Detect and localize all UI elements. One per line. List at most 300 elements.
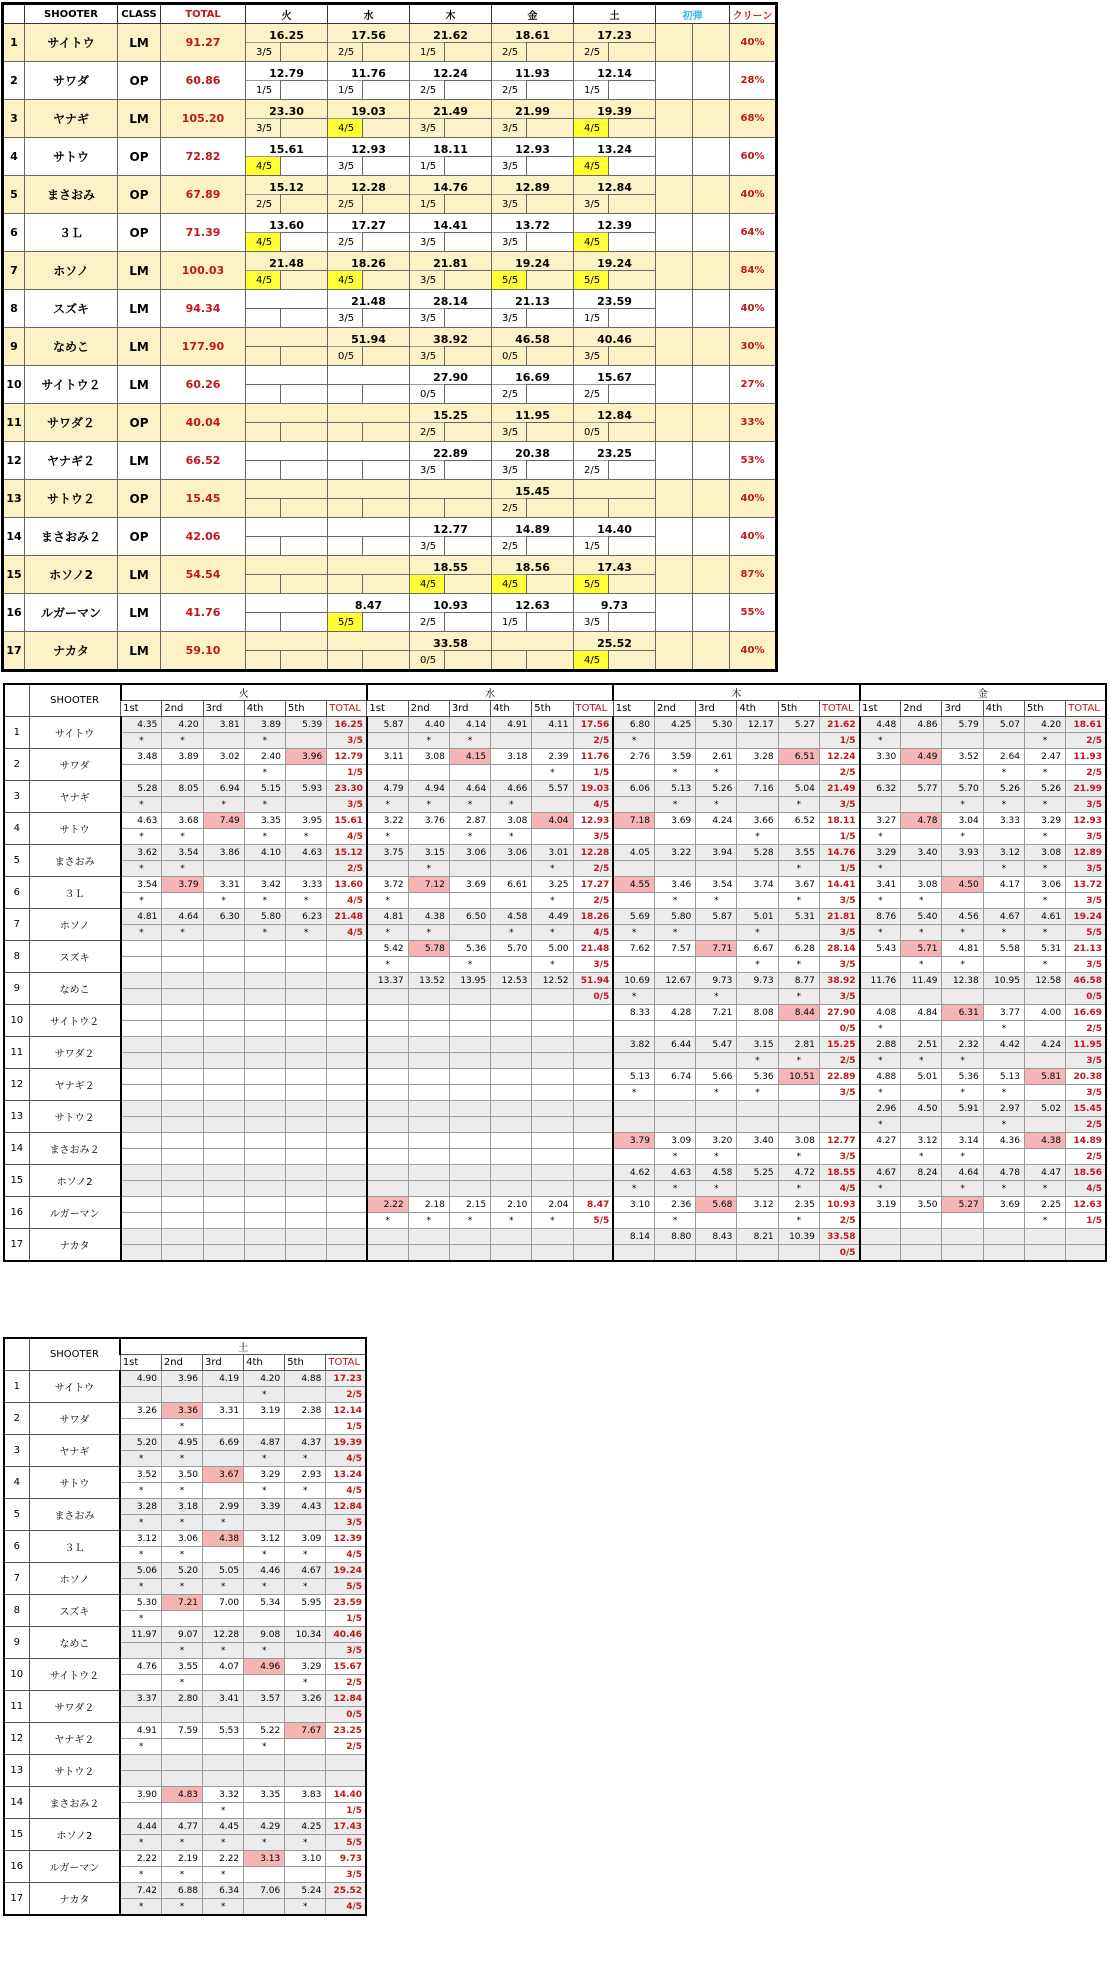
shot-time: 3.18 <box>491 749 532 765</box>
day-spacer <box>281 651 328 671</box>
day-spacer <box>363 233 410 252</box>
shooter-name: スズキ <box>29 941 120 973</box>
day-spacer <box>363 119 410 138</box>
shot-time: 3.69 <box>983 1197 1024 1213</box>
clean-mark: * <box>1024 893 1065 909</box>
day-fraction: 5/5 <box>328 613 363 632</box>
detail-row-sub <box>4 1213 1106 1229</box>
day-fraction: 3/5 <box>327 797 367 813</box>
shot-time <box>203 941 244 957</box>
header-3rd: 3rd <box>203 701 244 717</box>
clean-mark: * <box>285 1899 326 1916</box>
row-number: 13 <box>4 1755 29 1787</box>
clean-mark <box>161 1387 202 1403</box>
clean-mark: * <box>983 765 1024 781</box>
day-fraction <box>573 1085 613 1101</box>
row-number: 15 <box>4 1165 29 1197</box>
shot-time: 2.76 <box>613 749 654 765</box>
shot-time: 3.76 <box>408 813 449 829</box>
shodan-cell <box>693 480 730 518</box>
shot-time: 3.89 <box>244 717 285 733</box>
clean-mark <box>408 1245 449 1262</box>
day-fraction: 0/5 <box>573 989 613 1005</box>
shot-time: 5.87 <box>696 909 737 925</box>
clean-mark <box>901 765 942 781</box>
clean-mark <box>449 861 490 877</box>
clean-mark <box>860 1213 901 1229</box>
detail-row-sub <box>4 1181 1106 1197</box>
day-spacer <box>445 233 492 252</box>
day-spacer <box>527 271 574 290</box>
shot-time <box>162 1229 203 1245</box>
shot-time: 4.84 <box>901 1005 942 1021</box>
day-fraction: 4/5 <box>574 233 609 252</box>
clean-mark: * <box>860 1053 901 1069</box>
day-time: 28.14 <box>410 290 492 309</box>
day-fraction: 2/5 <box>1066 765 1106 781</box>
shot-time: 3.14 <box>942 1133 983 1149</box>
clean-mark <box>203 1053 244 1069</box>
shot-time <box>285 1133 326 1149</box>
clean-mark <box>654 861 695 877</box>
clean-mark <box>408 1085 449 1101</box>
day-fraction: 4/5 <box>1066 1181 1106 1197</box>
shooter-class: LM <box>118 290 161 328</box>
day-fraction: 4/5 <box>326 1483 366 1499</box>
shot-time: 4.67 <box>285 1563 326 1579</box>
clean-mark <box>696 925 737 941</box>
day-fraction: 1/5 <box>410 43 445 62</box>
day-time: 19.03 <box>328 100 410 119</box>
header-day: 火 <box>121 684 367 701</box>
shot-time <box>121 1133 162 1149</box>
day-fraction: 4/5 <box>327 829 367 845</box>
total-time: 54.54 <box>161 556 246 594</box>
clean-mark <box>244 1867 285 1883</box>
day-time: 19.24 <box>492 252 574 271</box>
day-time: 15.25 <box>410 404 492 423</box>
row-number: 3 <box>3 100 25 138</box>
day-fraction: 3/5 <box>819 957 859 973</box>
shooter-class: LM <box>118 252 161 290</box>
shot-time <box>162 1037 203 1053</box>
day-fraction: 2/5 <box>574 461 609 480</box>
shot-time: 5.13 <box>613 1069 654 1085</box>
header-3rd: 3rd <box>449 701 490 717</box>
clean-mark <box>120 1803 161 1819</box>
clean-mark <box>737 733 778 749</box>
shooter-class: LM <box>118 24 161 62</box>
clean-mark <box>449 1245 490 1262</box>
shot-time: 2.88 <box>860 1037 901 1053</box>
shot-time: 3.10 <box>285 1851 326 1867</box>
detail-row-sub <box>4 893 1106 909</box>
shot-time: 5.31 <box>778 909 819 925</box>
shot-time <box>203 1197 244 1213</box>
day-time <box>328 556 410 575</box>
day-spacer <box>609 81 656 100</box>
shooter-name: なめこ <box>29 973 120 1005</box>
clean-mark <box>778 1085 819 1101</box>
clean-mark: * <box>161 1579 202 1595</box>
shot-time: 5.87 <box>367 717 408 733</box>
shot-time: 4.64 <box>942 1165 983 1181</box>
shot-time: 2.22 <box>203 1851 244 1867</box>
shot-time: 5.66 <box>696 1069 737 1085</box>
shot-time: 3.30 <box>860 749 901 765</box>
day-total: 12.89 <box>1066 845 1106 861</box>
shot-time: 11.97 <box>120 1627 161 1643</box>
shot-time: 5.30 <box>120 1595 161 1611</box>
clean-mark: * <box>244 1835 285 1851</box>
clean-mark <box>408 1149 449 1165</box>
clean-mark: * <box>203 1899 244 1916</box>
row-number: 2 <box>4 1403 29 1435</box>
shot-time: 3.59 <box>654 749 695 765</box>
row-number: 15 <box>4 1819 29 1851</box>
clean-mark <box>654 1021 695 1037</box>
day-fraction: 3/5 <box>492 157 527 176</box>
clean-mark: * <box>449 1213 490 1229</box>
shot-time: 4.36 <box>983 1133 1024 1149</box>
day-total: 27.90 <box>819 1005 859 1021</box>
clean-mark <box>367 733 408 749</box>
row-number: 4 <box>3 138 25 176</box>
clean-mark <box>367 1085 408 1101</box>
shot-time: 5.27 <box>942 1197 983 1213</box>
shot-time: 3.19 <box>244 1403 285 1419</box>
clean-mark: * <box>860 925 901 941</box>
shodan-cell <box>656 556 693 594</box>
header-5th: 5th <box>285 1355 326 1371</box>
clean-mark <box>367 1021 408 1037</box>
shot-time: 3.48 <box>121 749 162 765</box>
clean-mark <box>901 1213 942 1229</box>
clean-mark: * <box>120 1611 161 1627</box>
shot-time <box>203 1229 244 1245</box>
clean-mark <box>244 1245 285 1262</box>
clean-mark <box>203 1117 244 1133</box>
shot-time <box>449 1037 490 1053</box>
day-total: 15.12 <box>327 845 367 861</box>
clean-mark: * <box>162 829 203 845</box>
total-time: 100.03 <box>161 252 246 290</box>
clean-mark <box>737 1117 778 1133</box>
day-time: 18.61 <box>492 24 574 43</box>
clean-mark: * <box>532 893 573 909</box>
day-time: 46.58 <box>492 328 574 347</box>
day-time: 8.47 <box>328 594 410 613</box>
clean-mark: * <box>654 893 695 909</box>
shot-time: 2.15 <box>449 1197 490 1213</box>
day-time <box>246 556 328 575</box>
clean-mark <box>532 989 573 1005</box>
day-total: 12.77 <box>819 1133 859 1149</box>
shot-time: 4.00 <box>1024 1005 1065 1021</box>
day-spacer <box>363 347 410 366</box>
clean-mark <box>737 797 778 813</box>
shot-time: 4.44 <box>120 1819 161 1835</box>
clean-mark: * <box>942 1149 983 1165</box>
shot-time: 2.47 <box>1024 749 1065 765</box>
shot-time: 6.31 <box>942 1005 983 1021</box>
clean-mark <box>654 1117 695 1133</box>
shot-time: 5.26 <box>696 781 737 797</box>
shot-time: 5.80 <box>654 909 695 925</box>
day-spacer <box>609 309 656 328</box>
clean-rate: 27% <box>730 366 777 404</box>
shooter-class: LM <box>118 100 161 138</box>
clean-rate: 40% <box>730 632 777 671</box>
day-total <box>573 1165 613 1181</box>
shot-time: 10.69 <box>613 973 654 989</box>
header-2nd: 2nd <box>408 701 449 717</box>
day-time: 11.95 <box>492 404 574 423</box>
day-fraction <box>327 1149 367 1165</box>
day-total: 14.76 <box>819 845 859 861</box>
row-number: 14 <box>4 1133 29 1165</box>
shot-time: 3.55 <box>161 1659 202 1675</box>
day-time <box>246 366 328 385</box>
shot-time: 11.49 <box>901 973 942 989</box>
clean-rate: 40% <box>730 24 777 62</box>
day-fraction: 0/5 <box>819 1021 859 1037</box>
day-total: 14.40 <box>326 1787 366 1803</box>
day-fraction: 3/5 <box>246 43 281 62</box>
shodan-cell <box>656 214 693 252</box>
day-spacer <box>609 233 656 252</box>
day-spacer <box>609 271 656 290</box>
clean-mark: * <box>983 1181 1024 1197</box>
day-total <box>327 1101 367 1117</box>
row-number: 12 <box>3 442 25 480</box>
shot-time <box>408 1069 449 1085</box>
day-total <box>326 1755 366 1771</box>
clean-mark: * <box>983 797 1024 813</box>
shot-time <box>491 1165 532 1181</box>
day-fraction: 4/5 <box>246 233 281 252</box>
header-5th: 5th <box>778 701 819 717</box>
day-time: 13.72 <box>492 214 574 233</box>
shot-time: 8.76 <box>860 909 901 925</box>
clean-mark: * <box>654 1149 695 1165</box>
clean-mark: * <box>901 1149 942 1165</box>
shodan-cell <box>656 480 693 518</box>
clean-mark: * <box>120 1739 161 1755</box>
day-fraction <box>327 1053 367 1069</box>
day-fraction: 3/5 <box>574 347 609 366</box>
header-3rd: 3rd <box>203 1355 244 1371</box>
shot-time: 8.24 <box>901 1165 942 1181</box>
shot-time: 3.12 <box>901 1133 942 1149</box>
clean-mark <box>532 829 573 845</box>
clean-mark: * <box>696 893 737 909</box>
day-spacer <box>527 461 574 480</box>
clean-mark <box>1024 1117 1065 1133</box>
day-time <box>246 518 328 537</box>
shot-time: 3.41 <box>203 1691 244 1707</box>
clean-mark <box>121 765 162 781</box>
day-fraction: 2/5 <box>492 537 527 556</box>
clean-mark <box>285 1739 326 1755</box>
clean-mark <box>203 733 244 749</box>
day-spacer <box>609 119 656 138</box>
day-spacer <box>281 43 328 62</box>
shot-time: 5.05 <box>203 1563 244 1579</box>
clean-mark <box>613 1021 654 1037</box>
clean-mark <box>244 1181 285 1197</box>
shot-time: 5.70 <box>491 941 532 957</box>
clean-mark: * <box>367 1213 408 1229</box>
shooter-name: ホソノ <box>25 252 118 290</box>
row-number: 14 <box>3 518 25 556</box>
clean-mark: * <box>161 1483 202 1499</box>
clean-mark: * <box>244 1579 285 1595</box>
day-spacer <box>609 157 656 176</box>
clean-mark <box>778 765 819 781</box>
clean-mark <box>901 797 942 813</box>
clean-mark: * <box>244 797 285 813</box>
shot-time: 3.50 <box>901 1197 942 1213</box>
clean-mark <box>532 1181 573 1197</box>
clean-mark: * <box>1024 1181 1065 1197</box>
shot-time: 6.80 <box>613 717 654 733</box>
clean-mark <box>654 1053 695 1069</box>
day-time: 21.48 <box>328 290 410 309</box>
clean-mark: * <box>120 1483 161 1499</box>
clean-mark <box>613 1053 654 1069</box>
row-number: 6 <box>3 214 25 252</box>
clean-mark <box>285 1803 326 1819</box>
shot-time: 6.50 <box>449 909 490 925</box>
total-time: 72.82 <box>161 138 246 176</box>
day-spacer <box>363 195 410 214</box>
day-spacer <box>445 423 492 442</box>
day-time: 15.12 <box>246 176 328 195</box>
day-time <box>246 404 328 423</box>
clean-mark <box>983 1245 1024 1262</box>
row-number: 6 <box>4 877 29 909</box>
clean-rate: 40% <box>730 480 777 518</box>
summary-row <box>3 442 777 461</box>
detail-row <box>4 909 1106 925</box>
shot-time <box>285 1165 326 1181</box>
shot-time: 6.44 <box>654 1037 695 1053</box>
clean-mark <box>162 1117 203 1133</box>
day-time: 16.69 <box>492 366 574 385</box>
shot-time <box>532 1133 573 1149</box>
shot-time: 3.08 <box>1024 845 1065 861</box>
day-time: 33.58 <box>410 632 492 651</box>
day-fraction: 5/5 <box>492 271 527 290</box>
clean-mark <box>244 1771 285 1787</box>
day-time: 15.67 <box>574 366 656 385</box>
day-total <box>327 941 367 957</box>
clean-mark <box>162 1245 203 1262</box>
day-fraction <box>246 499 281 518</box>
summary-row <box>3 290 777 309</box>
shot-time: 8.80 <box>654 1229 695 1245</box>
header-day: 木 <box>613 684 859 701</box>
shot-time: 3.67 <box>778 877 819 893</box>
day-spacer <box>445 651 492 671</box>
clean-mark: * <box>491 829 532 845</box>
day-total: 11.76 <box>573 749 613 765</box>
shot-time: 7.42 <box>120 1883 161 1899</box>
clean-mark: * <box>942 1085 983 1101</box>
day-spacer <box>363 499 410 518</box>
clean-mark: * <box>1024 733 1065 749</box>
day-spacer <box>363 43 410 62</box>
clean-mark <box>491 893 532 909</box>
shot-time: 5.24 <box>285 1883 326 1899</box>
shot-time: 5.58 <box>983 941 1024 957</box>
shot-time: 3.46 <box>654 877 695 893</box>
shot-time <box>121 1197 162 1213</box>
day-total: 13.24 <box>326 1467 366 1483</box>
clean-mark: * <box>942 925 983 941</box>
detail-row <box>4 1037 1106 1053</box>
shot-time: 5.13 <box>654 781 695 797</box>
day-fraction <box>328 651 363 671</box>
shot-time <box>942 1229 983 1245</box>
clean-mark <box>285 1515 326 1531</box>
day-time: 17.43 <box>574 556 656 575</box>
day-fraction: 4/5 <box>327 925 367 941</box>
shot-time: 4.08 <box>860 1005 901 1021</box>
day-total: 12.63 <box>1066 1197 1106 1213</box>
day-time: 12.79 <box>246 62 328 81</box>
clean-mark: * <box>121 733 162 749</box>
day-fraction: 2/5 <box>1066 1021 1106 1037</box>
shot-time: 2.25 <box>1024 1197 1065 1213</box>
day-spacer <box>363 651 410 671</box>
day-total: 21.49 <box>819 781 859 797</box>
clean-mark: * <box>532 765 573 781</box>
clean-mark <box>408 1021 449 1037</box>
day-spacer <box>609 651 656 671</box>
shot-time: 7.06 <box>244 1883 285 1899</box>
header-4th: 4th <box>737 701 778 717</box>
shodan-cell <box>693 138 730 176</box>
day-spacer <box>527 43 574 62</box>
shot-time: 3.54 <box>162 845 203 861</box>
shooter-name: サトウ <box>29 1467 120 1499</box>
day-fraction: 2/5 <box>819 765 859 781</box>
day-time <box>328 518 410 537</box>
day-total: 18.11 <box>819 813 859 829</box>
clean-mark: * <box>449 829 490 845</box>
clean-mark: * <box>161 1419 202 1435</box>
clean-mark: * <box>696 797 737 813</box>
shot-time: 4.96 <box>244 1659 285 1675</box>
detail-row <box>4 1403 366 1419</box>
shot-time: 12.67 <box>654 973 695 989</box>
clean-mark <box>983 1149 1024 1165</box>
clean-mark: * <box>408 861 449 877</box>
detail-row <box>4 1851 366 1867</box>
clean-rate: 68% <box>730 100 777 138</box>
shot-time: 3.96 <box>285 749 326 765</box>
day-time: 23.25 <box>574 442 656 461</box>
shot-time <box>244 1197 285 1213</box>
clean-mark <box>1024 1021 1065 1037</box>
header-4th: 4th <box>244 701 285 717</box>
clean-mark: * <box>983 1085 1024 1101</box>
day-fraction <box>327 957 367 973</box>
day-total <box>573 1037 613 1053</box>
day-fraction: 3/5 <box>492 233 527 252</box>
